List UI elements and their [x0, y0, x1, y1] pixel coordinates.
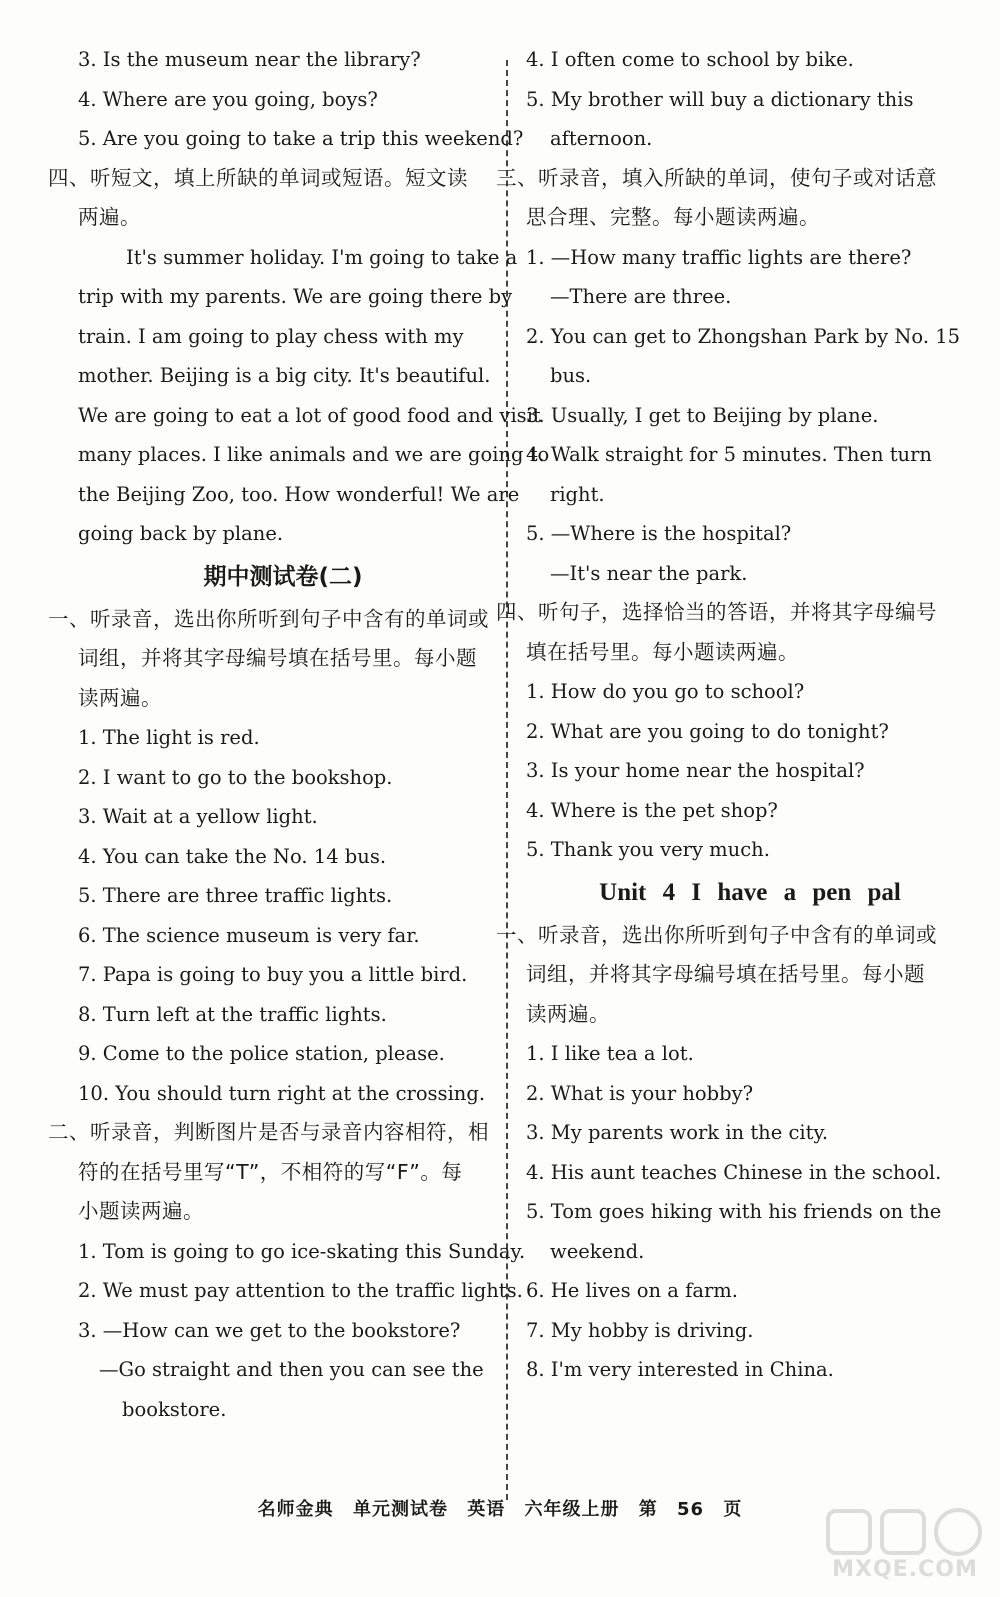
list-item: 1. —How many traffic lights are there?	[526, 245, 912, 269]
section-heading: 二、听录音，判断图片是否与录音内容相符，相	[48, 1120, 489, 1144]
list-item: 4. Where is the pet shop?	[526, 798, 778, 822]
list-item: 4. I often come to school by bike.	[526, 48, 854, 71]
section-heading: 词组，并将其字母编号填在括号里。每小题	[526, 962, 925, 986]
list-item: 5. There are three traffic lights.	[78, 884, 393, 907]
list-item: 1. How do you go to school?	[526, 680, 805, 703]
section-heading: 思合理、完整。每小题读两遍。	[526, 205, 820, 229]
list-item: 2. We must pay attention to the traffic lights.	[78, 1279, 523, 1302]
list-item: —Go straight and then you can see the	[99, 1358, 484, 1381]
list-item: 6. The science museum is very far.	[78, 923, 420, 947]
section-heading: 一、听录音，选出你所听到句子中含有的单词或	[48, 606, 489, 631]
list-item: 2. You can get to Zhongshan Park by No. 15	[526, 324, 961, 348]
list-item: 3. Is your home near the hospital?	[526, 759, 865, 782]
list-item: 7. Papa is going to buy you a little bird.	[78, 963, 468, 986]
section-heading: 符的在括号里写“T”，不相符的写“F”。每	[78, 1159, 463, 1184]
section-heading: 小题读两遍。	[78, 1199, 204, 1223]
list-item: 6. He lives on a farm.	[526, 1279, 738, 1302]
passage-line: many places. I like animals and we are going to	[78, 443, 550, 466]
list-item: afternoon.	[550, 127, 653, 150]
list-item: 8. Turn left at the traffic lights.	[78, 1002, 387, 1026]
list-item: 5. My brother will buy a dictionary this	[526, 87, 914, 111]
passage-line: It's summer holiday. I'm going to take a	[126, 245, 518, 269]
list-item: weekend.	[550, 1239, 645, 1263]
list-item: 9. Come to the police station, please.	[78, 1042, 445, 1065]
list-item: right.	[550, 482, 605, 506]
passage-line: trip with my parents. We are going there by	[78, 285, 513, 308]
list-item: 3. Usually, I get to Beijing by plane.	[526, 403, 879, 427]
passage-line: We are going to eat a lot of good food and visit	[78, 403, 541, 427]
list-item: 4. You can take the No. 14 bus.	[78, 844, 387, 868]
list-item: bookstore.	[122, 1397, 227, 1421]
list-item: 4. His aunt teaches Chinese in the school.	[526, 1160, 942, 1184]
right-column	[496, 40, 974, 1390]
section-heading: 三、听录音，填入所缺的单词，使句子或对话意	[496, 165, 937, 190]
left-column	[48, 40, 550, 1429]
section-heading: 读两遍。	[78, 685, 162, 710]
list-item: 3. —How can we get to the bookstore?	[78, 1318, 461, 1342]
list-item: 4. Walk straight for 5 minutes. Then turn	[526, 443, 932, 466]
section-heading: 一、听录音，选出你所听到句子中含有的单词或	[496, 922, 937, 947]
section-heading: 四、听短文，填上所缺的单词或短语。短文读	[48, 165, 468, 190]
list-item: 1. Tom is going to go ice-skating this Sunday.	[78, 1239, 526, 1263]
list-item: bus.	[550, 364, 592, 387]
section-heading: 填在括号里。每小题读两遍。	[526, 639, 799, 664]
list-item: 8. I'm very interested in China.	[526, 1358, 834, 1381]
list-item: 3. Is the museum near the library?	[78, 48, 421, 71]
page-footer: 名师金典 单元测试卷 英语 六年级上册 第 56 页	[257, 1499, 743, 1520]
section-heading: 四、听句子，选择恰当的答语，并将其字母编号	[496, 600, 937, 624]
passage-line: mother. Beijing is a big city. It's beautiful.	[78, 364, 491, 387]
list-item: —There are three.	[550, 285, 732, 308]
list-item: —It's near the park.	[550, 561, 748, 585]
list-item: 2. I want to go to the bookshop.	[78, 765, 393, 789]
list-item: 3. Wait at a yellow light.	[78, 805, 318, 828]
watermark-text: MXQE.COM	[832, 1557, 978, 1582]
list-item: 1. The light is red.	[78, 726, 260, 749]
section-heading: 读两遍。	[526, 1001, 610, 1026]
watermark-logo	[820, 1505, 990, 1595]
list-item: 5. Are you going to take a trip this weekend?	[78, 127, 524, 150]
passage-line: going back by plane.	[78, 522, 284, 545]
list-item: 2. What are you going to do tonight?	[526, 719, 889, 743]
unit-title: Unit 4 I have a pen pal	[599, 878, 901, 906]
list-item: 5. Thank you very much.	[526, 838, 770, 861]
list-item: 4. Where are you going, boys?	[78, 87, 378, 111]
list-item: 1. I like tea a lot.	[526, 1042, 694, 1065]
midterm-title: 期中测试卷(二)	[203, 563, 363, 590]
list-item: 5. —Where is the hospital?	[526, 522, 792, 545]
passage-line: train. I am going to play chess with my	[78, 324, 464, 348]
section-heading: 词组，并将其字母编号填在括号里。每小题	[78, 646, 477, 670]
list-item: 10. You should turn right at the crossing.	[78, 1081, 486, 1105]
list-item: 7. My hobby is driving.	[526, 1318, 754, 1342]
passage-line: the Beijing Zoo, too. How wonderful! We are	[78, 482, 520, 506]
watermark-icon	[820, 1505, 990, 1560]
list-item: 3. My parents work in the city.	[526, 1121, 829, 1144]
section-heading: 两遍。	[78, 205, 141, 229]
list-item: 2. What is your hobby?	[526, 1081, 754, 1105]
list-item: 5. Tom goes hiking with his friends on the	[526, 1200, 942, 1223]
